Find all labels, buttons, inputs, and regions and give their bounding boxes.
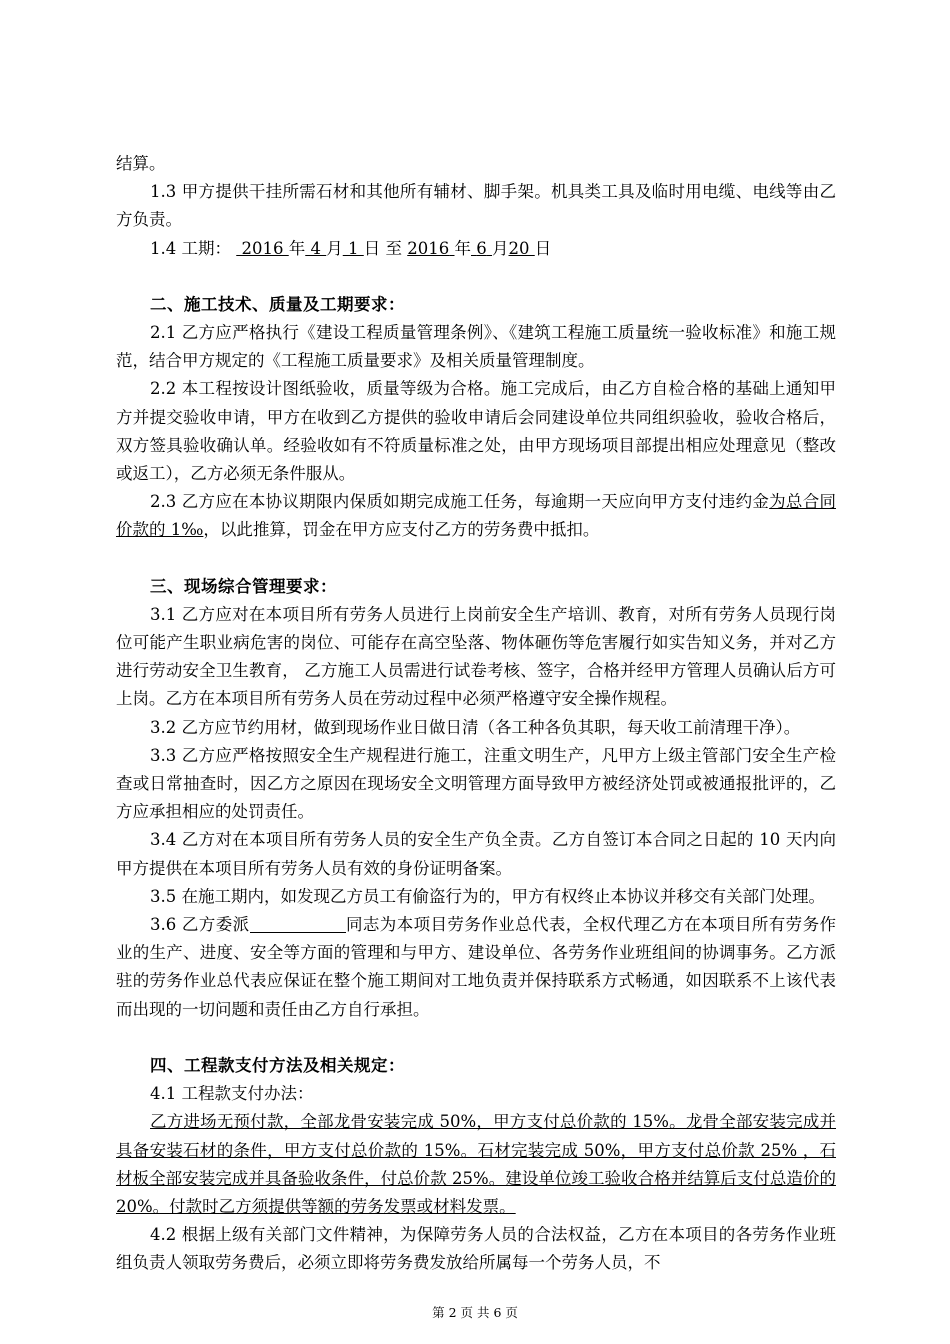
section-heading-4: 四、工程款支付方法及相关规定： bbox=[150, 1055, 405, 1075]
clause-3-6-text-b: 同志为本项目劳务作业总代表，全权代理乙方在本项目所有劳务作业的生产、进度、安全等方面的管理和与甲方、建设单位、各劳务作业班组间的协调事务。乙方派驻的劳务作业总代表应保证在整个施工期间对工地负责并保持联系方式畅通，如因联系不上该代表而出现的一切问题和责任由乙方自行承担。 bbox=[116, 915, 836, 1019]
year-char-2: 年 bbox=[454, 238, 471, 258]
start-year: 2016 bbox=[241, 238, 284, 258]
clause-2-3-text-a: 2.3 乙方应在本协议期限内保质如期完成施工任务，每逾期一天应向甲方支付违约金 bbox=[150, 492, 770, 512]
year-char: 年 bbox=[288, 238, 306, 258]
section-heading-2: 二、施工技术、质量及工期要求： bbox=[150, 294, 405, 314]
clause-4-1: 4.1 工程款支付办法： bbox=[150, 1084, 314, 1104]
end-year: 2016 bbox=[407, 238, 450, 258]
document-page bbox=[116, 150, 836, 1278]
clause-2-2: 2.2 本工程按设计图纸验收，质量等级为合格。施工完成后，由乙方自检合格的基础上通知甲方并提交验收申请，甲方在收到乙方提供的验收申请后会同建设单位共同组织验收，验收合格后，双方签具验收确认单。经验收如有不符质量标准之处，由甲方现场项目部提出相应处理意见（整改或返工），乙方必须无条件服从。 bbox=[116, 379, 836, 484]
payment-terms: 乙方进场无预付款，全部龙骨安装完成 50%，甲方支付总价款的 15%。龙骨全部安装完成并具备安装石材的条件，甲方支付总价款的 15%。石材完装完成 50%，甲方支付总价款 25% ，石材板全部安装完成并具备验收条件，付总价款 25%。建设单位竣工验收合格并结算后支付总造价的 20%。付款时乙方须提供等额的劳务发票或材料发票。 bbox=[116, 1112, 836, 1216]
month-char: 月 bbox=[326, 238, 343, 258]
day-char-2: 日 bbox=[534, 238, 552, 258]
start-day: 1 bbox=[348, 238, 359, 258]
clause-2-3-text-b: ，以此推算，罚金在甲方应支付乙方的劳务费中抵扣。 bbox=[203, 520, 600, 540]
clause-4-2: 4.2 根据上级有关部门文件精神，为保障劳务人员的合法权益，乙方在本项目的各劳务作业班组负责人领取劳务费后，必须立即将劳务费发放给所属每一个劳务人员，不 bbox=[116, 1225, 836, 1273]
clause-2-3 bbox=[116, 488, 836, 544]
clause-2-1: 2.1 乙方应严格执行《建设工程质量管理条例》、《建筑工程施工质量统一验收标准》和施工规范，结合甲方规定的《工程施工质量要求》及相关质量管理制度。 bbox=[116, 323, 836, 371]
month-char-2: 月 bbox=[492, 238, 509, 258]
clause-3-6-text-a: 3.6 乙方委派 bbox=[150, 915, 250, 935]
clause-1-3: 1.3 甲方提供干挂所需石材和其他所有辅材、脚手架。机具类工具及临时用电缆、电线等由乙方负责。 bbox=[116, 182, 836, 230]
clause-3-3: 3.3 乙方应严格按照安全生产规程进行施工，注重文明生产，凡甲方上级主管部门安全生产检查或日常抽查时，因乙方之原因在现场安全文明管理方面导致甲方被经济处罚或被通报批评的，乙方应承担相应的处罚责任。 bbox=[116, 745, 836, 822]
section-heading-3: 三、现场综合管理要求： bbox=[150, 576, 337, 596]
paragraph-continuation: 结算。 bbox=[116, 154, 166, 173]
clause-1-4-label: 1.4 工期： bbox=[150, 238, 231, 258]
to-char: 至 bbox=[385, 238, 402, 258]
end-month: 6 bbox=[476, 238, 487, 258]
clause-3-5: 3.5 在施工期内，如发现乙方员工有偷盗行为的，甲方有权终止本协议并移交有关部门处理。 bbox=[150, 886, 825, 906]
clause-3-1: 3.1 乙方应对在本项目所有劳务人员进行上岗前安全生产培训、教育，对所有劳务人员现行岗位可能产生职业病危害的岗位、可能存在高空坠落、物体砸伤等危害履行如实告知义务，并对乙方进行劳动安全卫生教育， 乙方施工人员需进行试卷考核、签字，合格并经甲方管理人员确认后方可上岗。乙方在本项目所有劳务人员在劳动过程中必须严格遵守安全操作规程。 bbox=[116, 604, 836, 709]
clause-1-4 bbox=[116, 235, 836, 263]
penalty-rate: 为总合同价款的 1‰ bbox=[116, 492, 836, 540]
start-month: 4 bbox=[310, 238, 321, 258]
day-char: 日 bbox=[363, 238, 381, 258]
clause-3-4: 3.4 乙方对在本项目所有劳务人员的安全生产负全责。乙方自签订本合同之日起的 10 天内向甲方提供在本项目所有劳务人员有效的身份证明备案。 bbox=[116, 830, 836, 878]
page-footer: 第 2 页 共 6 页 bbox=[432, 1305, 518, 1320]
end-day: 20 bbox=[508, 238, 530, 258]
representative-blank bbox=[250, 914, 346, 933]
clause-3-6 bbox=[116, 911, 836, 1024]
clause-3-2: 3.2 乙方应节约用材，做到现场作业日做日清（各工种各负其职，每天收工前清理干净）。 bbox=[150, 717, 801, 737]
